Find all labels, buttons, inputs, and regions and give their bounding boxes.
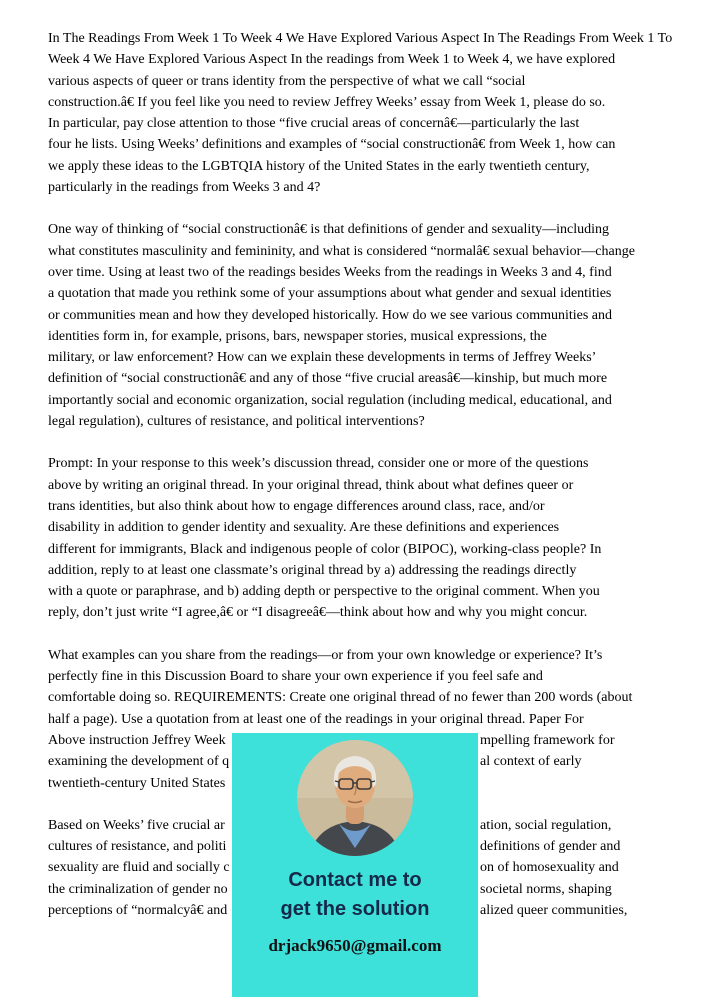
line-text: different for immigrants, Black and indigenous people of color (BIPOC), working-class people? In	[48, 541, 602, 557]
line-text: Based on Weeks’ five crucial ar	[48, 817, 225, 833]
line-text-after-overlay: definitions of gender and	[480, 839, 621, 855]
line-text-after-overlay: ation, social regulation,	[480, 817, 612, 833]
line-text: perceptions of “normalcyâ€ and	[48, 902, 228, 918]
line-text: various aspects of queer or trans identity from the perspective of what we call “social	[48, 73, 526, 89]
document-line	[48, 347, 662, 368]
document-line	[48, 581, 662, 602]
promo-title-line1: Contact me to	[288, 869, 422, 891]
line-text: perfectly fine in this Discussion Board to share your own experience if you feel safe and	[48, 669, 543, 685]
promo-overlay	[232, 733, 478, 997]
document-line	[48, 113, 662, 134]
line-text: construction.â€ If you feel like you need to review Jeffrey Weeks’ essay from Week 1, please do so.	[48, 94, 606, 110]
paragraph	[48, 219, 662, 432]
document-line	[48, 560, 662, 581]
document-line	[48, 28, 673, 49]
document-line	[48, 687, 662, 708]
line-text: disability in addition to gender identity and sexuality. Are these definitions and experiences	[48, 520, 560, 536]
document-line	[48, 709, 662, 730]
document-line	[48, 517, 662, 538]
line-text: Prompt: In your response to this week’s discussion thread, consider one or more of the questions	[48, 456, 589, 472]
line-text: identities form in, for example, prisons, bars, newspaper stories, musical expressions, the	[48, 328, 547, 344]
line-text: One way of thinking of “social constructionâ€ is that definitions of gender and sexuality—including	[48, 222, 610, 238]
document-line	[48, 156, 662, 177]
document-line	[48, 262, 662, 283]
document-line	[48, 602, 662, 623]
line-text: a quotation that made you rethink some of your assumptions about what gender and sexual identities	[48, 286, 612, 302]
document-line	[48, 177, 662, 198]
line-text: importantly social and economic organization, social regulation (including medical, educational, and	[48, 392, 612, 408]
document-line	[48, 92, 662, 113]
document-line	[48, 645, 662, 666]
line-text: examining the development of q	[48, 754, 230, 770]
promo-email: drjack9650@gmail.com	[268, 936, 442, 955]
line-text: over time. Using at least two of the readings besides Weeks from the readings in Weeks 3 and 4, find	[48, 264, 612, 280]
line-text: comfortable doing so. REQUIREMENTS: Create one original thread of no fewer than 200 words (about	[48, 690, 633, 706]
line-text: sexuality are fluid and socially c	[48, 860, 230, 876]
line-text: the criminalization of gender no	[48, 881, 228, 897]
line-text: In particular, pay close attention to those “five crucial areas of concernâ€—particularly the last	[48, 116, 580, 132]
line-text: what constitutes masculinity and femininity, and what is considered “normalâ€ sexual behavior—change	[48, 243, 635, 259]
document-line	[48, 326, 662, 347]
document-line	[48, 71, 662, 92]
document-line	[48, 219, 662, 240]
line-text-after-overlay: mpelling framework for	[480, 732, 615, 748]
document-line	[48, 453, 662, 474]
line-text: twentieth-century United States	[48, 775, 226, 791]
document-line	[48, 283, 662, 304]
document-line	[48, 475, 662, 496]
line-text: with a quote or paraphrase, and b) adding depth or perspective to the original comment. When you	[48, 584, 600, 600]
line-text: Above instruction Jeffrey Week	[48, 732, 226, 748]
document-line	[48, 241, 662, 262]
tutor-photo	[297, 740, 413, 856]
document-line	[48, 390, 662, 411]
line-text: reply, don’t just write “I agree,â€ or “I disagreeâ€—think about how and why you might concur.	[48, 605, 588, 621]
line-text: cultures of resistance, and politi	[48, 839, 227, 855]
document-line	[48, 496, 662, 517]
document-line	[48, 539, 662, 560]
line-text-after-overlay: al context of early	[480, 754, 582, 770]
line-text: above by writing an original thread. In your original thread, think about what defines queer or	[48, 477, 574, 493]
line-text: addition, reply to at least one classmate’s original thread by a) addressing the readings directly	[48, 562, 577, 578]
document-line	[48, 666, 662, 687]
line-text: What examples can you share from the readings—or from your own knowledge or experience? It’s	[48, 647, 603, 663]
line-text: four he lists. Using Weeks’ definitions and examples of “social constructionâ€ from Week 1, how can	[48, 137, 616, 153]
line-text: we apply these ideas to the LGBTQIA history of the United States in the early twentieth century,	[48, 158, 590, 174]
line-text: or communities mean and how they developed historically. How do we see various communities and	[48, 307, 613, 323]
line-text: definition of “social constructionâ€ and any of those “five crucial areasâ€—kinship, but much more	[48, 371, 608, 387]
document-line	[48, 411, 662, 432]
line-text-after-overlay: alized queer communities,	[480, 902, 628, 918]
line-text-after-overlay: on of homosexuality and	[480, 860, 619, 876]
promo-title-line2: get the solution	[280, 898, 430, 920]
line-text: legal regulation), cultures of resistance, and political interventions?	[48, 414, 425, 430]
tutor-photo-illustration	[297, 740, 413, 856]
document-line	[48, 134, 662, 155]
document-line	[48, 305, 662, 326]
line-text-after-overlay: societal norms, shaping	[480, 881, 612, 897]
line-text: In The Readings From Week 1 To Week 4 We Have Explored Various Aspect In The Readings From Week 1 To	[48, 31, 673, 46]
line-text: half a page). Use a quotation from at least one of the readings in your original thread. Paper For	[48, 711, 584, 727]
line-text: Week 4 We Have Explored Various Aspect In the readings from Week 1 to Week 4, we have explored	[48, 52, 616, 68]
paragraph	[48, 28, 673, 198]
paragraph	[48, 453, 662, 623]
document-line	[48, 49, 662, 70]
document-line	[48, 368, 662, 389]
line-text: particularly in the readings from Weeks 3 and 4?	[48, 180, 321, 196]
promo-title	[281, 866, 430, 924]
line-text: military, or law enforcement? How can we explain these developments in terms of Jeffrey Weeks’	[48, 350, 597, 366]
line-text: trans identities, but also think about how to engage differences around class, race, and/or	[48, 498, 545, 514]
